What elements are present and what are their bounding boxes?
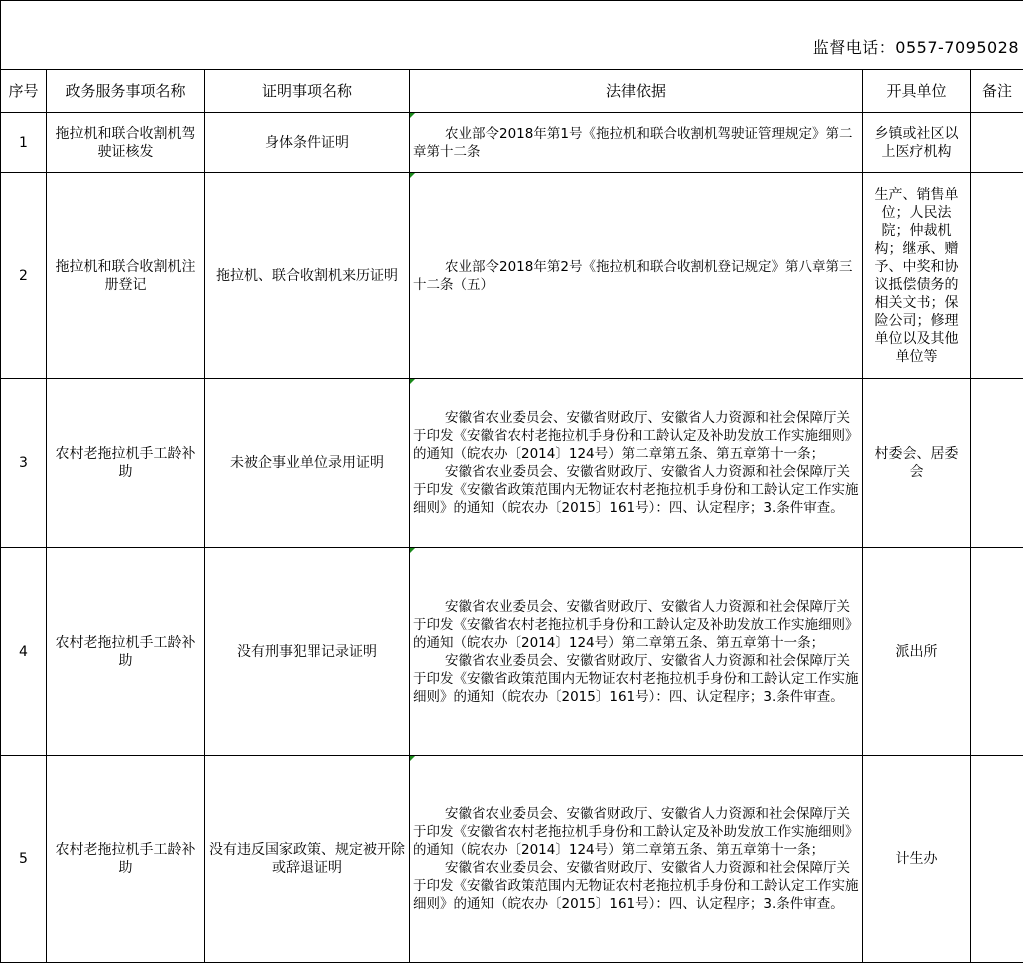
table-row <box>1 113 1023 173</box>
supervision-phone: 监督电话：0557-7095028 <box>1 1 1023 70</box>
row-legal-basis <box>410 548 863 756</box>
row-certificate-item: 未被企事业单位录用证明 <box>205 379 410 548</box>
row-issuer: 乡镇或社区以上医疗机构 <box>863 113 971 173</box>
legal-basis-paragraph: 安徽省农业委员会、安徽省财政厅、安徽省人力资源和社会保障厅关于印发《安徽省政策范围内无物证农村老拖拉机手身份和工龄认定工作实施细则》的通知（皖农办〔2015〕161号）：四、认定程序；3.条件审查。 <box>413 653 859 705</box>
row-certificate-item: 身体条件证明 <box>205 113 410 173</box>
legal-basis-paragraph: 农业部令2018年第1号《拖拉机和联合收割机驾驶证管理规定》第二章第十二条 <box>413 126 852 160</box>
row-issuer: 计生办 <box>863 756 971 963</box>
legal-basis-paragraph: 农业部令2018年第2号《拖拉机和联合收割机登记规定》第八章第三十二条（五） <box>413 259 852 293</box>
row-service-item: 农村老拖拉机手工龄补助 <box>47 379 205 548</box>
row-seq: 2 <box>1 173 47 379</box>
row-service-item: 农村老拖拉机手工龄补助 <box>47 548 205 756</box>
row-seq: 4 <box>1 548 47 756</box>
cell-comment-marker <box>410 113 415 118</box>
row-remarks <box>971 113 1023 173</box>
row-service-item: 农村老拖拉机手工龄补助 <box>47 756 205 963</box>
row-legal-basis <box>410 173 863 379</box>
header-legal-basis: 法律依据 <box>410 70 863 113</box>
table-row <box>1 379 1023 548</box>
row-seq: 1 <box>1 113 47 173</box>
row-remarks <box>971 756 1023 963</box>
row-service-item: 拖拉机和联合收割机注册登记 <box>47 173 205 379</box>
legal-basis-paragraph: 安徽省农业委员会、安徽省财政厅、安徽省人力资源和社会保障厅关于印发《安徽省政策范围内无物证农村老拖拉机手身份和工龄认定工作实施细则》的通知（皖农办〔2015〕161号）：四、认定程序；3.条件审查。 <box>413 860 859 912</box>
row-legal-basis <box>410 379 863 548</box>
header-row <box>1 70 1023 113</box>
row-remarks <box>971 379 1023 548</box>
table-row <box>1 173 1023 379</box>
row-certificate-item: 没有违反国家政策、规定被开除或辞退证明 <box>205 756 410 963</box>
row-seq: 3 <box>1 379 47 548</box>
row-certificate-item: 没有刑事犯罪记录证明 <box>205 548 410 756</box>
row-issuer: 生产、销售单位；人民法院；仲裁机构；继承、赠予、中奖和协议抵偿债务的相关文书；保险公司；修理单位以及其他单位等 <box>863 173 971 379</box>
row-issuer: 村委会、居委会 <box>863 379 971 548</box>
legal-basis-paragraph: 安徽省农业委员会、安徽省财政厅、安徽省人力资源和社会保障厅关于印发《安徽省农村老拖拉机手身份和工龄认定及补助发放工作实施细则》的通知（皖农办〔2014〕124号）第二章第五条、第五章第十一条； <box>413 599 859 651</box>
row-certificate-item: 拖拉机、联合收割机来历证明 <box>205 173 410 379</box>
row-issuer: 派出所 <box>863 548 971 756</box>
title-row <box>1 1 1023 70</box>
cell-comment-marker <box>410 379 415 384</box>
legal-basis-paragraph: 安徽省农业委员会、安徽省财政厅、安徽省人力资源和社会保障厅关于印发《安徽省政策范围内无物证农村老拖拉机手身份和工龄认定工作实施细则》的通知（皖农办〔2015〕161号）：四、认定程序；3.条件审查。 <box>413 464 859 516</box>
header-remarks: 备注 <box>971 70 1023 113</box>
legal-basis-paragraph: 安徽省农业委员会、安徽省财政厅、安徽省人力资源和社会保障厅关于印发《安徽省农村老拖拉机手身份和工龄认定及补助发放工作实施细则》的通知（皖农办〔2014〕124号）第二章第五条、第五章第十一条； <box>413 410 859 462</box>
table-row <box>1 756 1023 963</box>
cell-comment-marker <box>410 173 415 178</box>
row-seq: 5 <box>1 756 47 963</box>
table-row <box>1 548 1023 756</box>
header-seq: 序号 <box>1 70 47 113</box>
header-issuer: 开具单位 <box>863 70 971 113</box>
header-service-item: 政务服务事项名称 <box>47 70 205 113</box>
row-legal-basis <box>410 113 863 173</box>
row-remarks <box>971 548 1023 756</box>
row-legal-basis <box>410 756 863 963</box>
cell-comment-marker <box>410 756 415 761</box>
legal-basis-paragraph: 安徽省农业委员会、安徽省财政厅、安徽省人力资源和社会保障厅关于印发《安徽省农村老拖拉机手身份和工龄认定及补助发放工作实施细则》的通知（皖农办〔2014〕124号）第二章第五条、第五章第十一条； <box>413 806 859 858</box>
row-service-item: 拖拉机和联合收割机驾驶证核发 <box>47 113 205 173</box>
row-remarks <box>971 173 1023 379</box>
cell-comment-marker <box>410 548 415 553</box>
header-certificate-item: 证明事项名称 <box>205 70 410 113</box>
